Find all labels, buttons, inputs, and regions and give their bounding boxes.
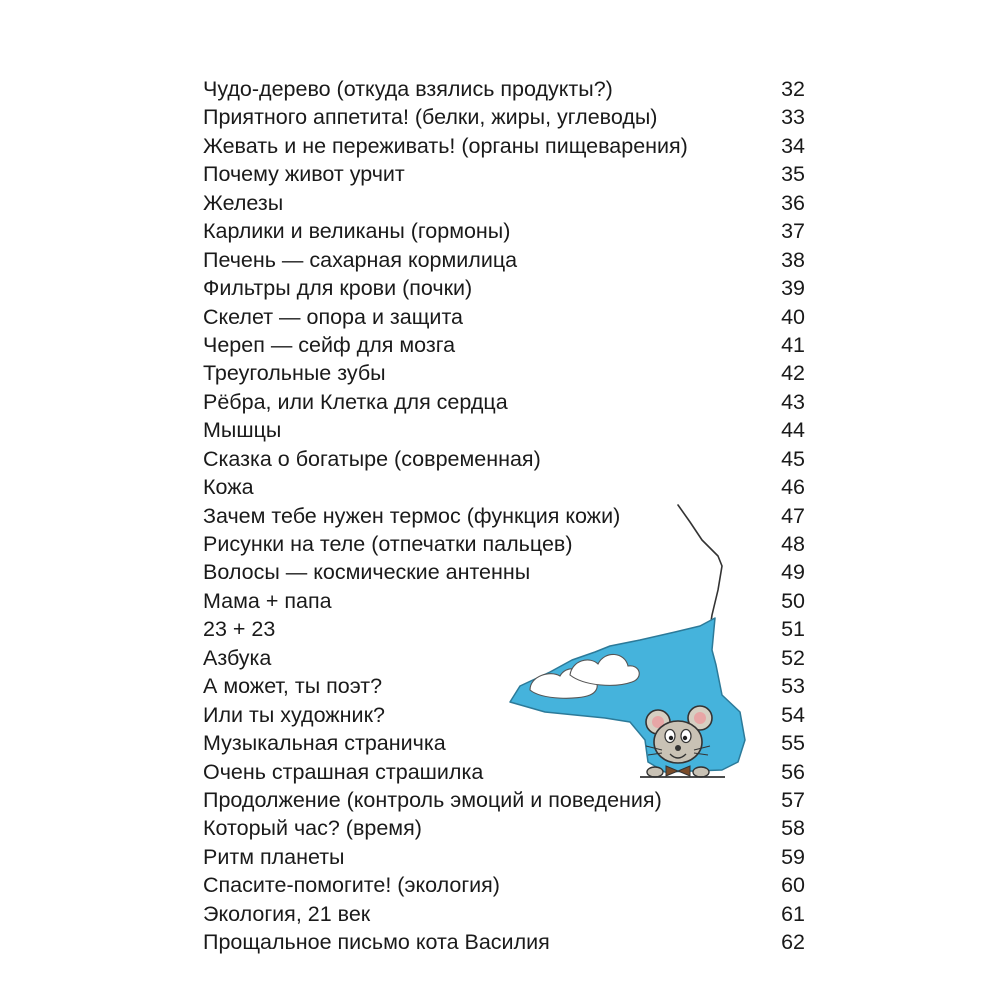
toc-entry-title: Музыкальная страничка [203, 731, 446, 756]
toc-entry-page-number: 36 [781, 190, 805, 215]
toc-entry-title: Ритм планеты [203, 844, 345, 869]
toc-entry-page-number: 47 [781, 503, 805, 528]
toc-entry-title: Чудо-дерево (откуда взялись продукты?) [203, 77, 613, 101]
toc-entry-title: Печень — сахарная кормилица [203, 247, 518, 272]
toc-entry-page-number: 43 [781, 389, 805, 414]
toc-entry-page-number: 32 [781, 77, 805, 101]
toc-entry-title: Спасите-помогите! (экология) [203, 873, 500, 898]
toc-entry-title: 23 + 23 [203, 617, 276, 642]
toc-entry [203, 246, 805, 274]
toc-entry [203, 160, 805, 188]
toc-entry-page-number: 48 [781, 532, 805, 556]
toc-entry-page-number: 49 [781, 560, 805, 585]
toc-entry [203, 103, 805, 131]
toc-entry-page-number: 38 [781, 247, 805, 272]
toc-entry-page-number: 41 [781, 332, 805, 357]
toc-entry [203, 75, 805, 103]
toc-entry-title: Череп — сейф для мозга [203, 332, 456, 357]
toc-entry [203, 786, 805, 814]
toc-entry [203, 701, 805, 729]
toc-entry-page-number: 52 [781, 645, 805, 670]
toc-entry-title: Треугольные зубы [203, 361, 386, 386]
toc-entry [203, 331, 805, 359]
toc-entry-title: А может, ты поэт? [203, 674, 383, 699]
toc-entry-title: Или ты художник? [203, 702, 385, 727]
toc-entry-title: Скелет — опора и защита [203, 304, 464, 329]
toc-entry-page-number: 62 [781, 930, 805, 955]
toc-entry-title: Фильтры для крови (почки) [203, 276, 473, 301]
toc-entry [203, 530, 805, 558]
toc-entry-page-number: 61 [781, 901, 805, 926]
toc-entry [203, 843, 805, 871]
toc-entry-title: Сказка о богатыре (современная) [203, 446, 541, 471]
toc-entry [203, 473, 805, 501]
toc-entry-page-number: 44 [781, 418, 805, 443]
toc-entry-page-number: 34 [781, 133, 805, 158]
toc-entry-title: Экология, 21 век [203, 901, 371, 926]
toc-entry [203, 758, 805, 786]
toc-entry-page-number: 35 [781, 162, 805, 187]
table-of-contents [203, 75, 805, 957]
toc-entry-page-number: 37 [781, 219, 805, 244]
toc-entry-title: Очень страшная страшилка [203, 759, 484, 784]
toc-entry [203, 615, 805, 643]
toc-entry [203, 502, 805, 530]
toc-entry [203, 303, 805, 331]
toc-entry-title: Продолжение (контроль эмоций и поведения) [203, 787, 662, 812]
toc-entry-page-number: 57 [781, 787, 805, 812]
toc-entry-page-number: 53 [781, 674, 805, 699]
toc-entry-page-number: 54 [781, 702, 805, 727]
toc-entry-title: Приятного аппетита! (белки, жиры, углеводы) [203, 105, 658, 130]
toc-entry-page-number: 60 [781, 873, 805, 898]
toc-entry-title: Жевать и не переживать! (органы пищеварения) [203, 133, 688, 158]
toc-entry-title: Почему живот урчит [203, 162, 405, 187]
toc-entry-title: Железы [203, 190, 284, 215]
toc-entry-title: Рёбра, или Клетка для сердца [203, 389, 508, 414]
toc-entry-title: Азбука [203, 645, 272, 670]
toc-entry-title: Карлики и великаны (гормоны) [203, 219, 511, 244]
toc-entry-page-number: 51 [781, 617, 805, 642]
toc-entry-page-number: 50 [781, 588, 805, 613]
toc-entry-title: Рисунки на теле (отпечатки пальцев) [203, 532, 573, 556]
toc-entry-title: Мышцы [203, 418, 282, 443]
toc-entry [203, 928, 805, 956]
toc-entry [203, 672, 805, 700]
toc-entry-title: Прощальное письмо кота Василия [203, 930, 550, 955]
toc-entry [203, 729, 805, 757]
toc-entry [203, 274, 805, 302]
toc-entry-page-number: 40 [781, 304, 805, 329]
toc-entry-page-number: 33 [781, 105, 805, 130]
toc-entry-page-number: 45 [781, 446, 805, 471]
toc-entry-title: Волосы — космические антенны [203, 560, 531, 585]
toc-entry [203, 445, 805, 473]
toc-entry [203, 644, 805, 672]
toc-entry [203, 359, 805, 387]
toc-entry [203, 416, 805, 444]
toc-entry-title: Мама + папа [203, 588, 332, 613]
toc-entry [203, 871, 805, 899]
toc-entry-page-number: 55 [781, 731, 805, 756]
toc-entry [203, 388, 805, 416]
toc-entry [203, 189, 805, 217]
toc-entry-page-number: 59 [781, 844, 805, 869]
toc-entry [203, 900, 805, 928]
toc-entry [203, 587, 805, 615]
toc-entry-page-number: 56 [781, 759, 805, 784]
toc-entry-page-number: 42 [781, 361, 805, 386]
toc-entry-page-number: 46 [781, 475, 805, 500]
toc-entry [203, 132, 805, 160]
toc-entry-title: Зачем тебе нужен термос (функция кожи) [203, 503, 621, 528]
toc-entry-page-number: 58 [781, 816, 805, 841]
toc-entry-page-number: 39 [781, 276, 805, 301]
toc-entry-title: Который час? (время) [203, 816, 422, 841]
toc-entry [203, 558, 805, 586]
toc-entry [203, 217, 805, 245]
toc-entry [203, 814, 805, 842]
toc-entry-title: Кожа [203, 475, 254, 500]
